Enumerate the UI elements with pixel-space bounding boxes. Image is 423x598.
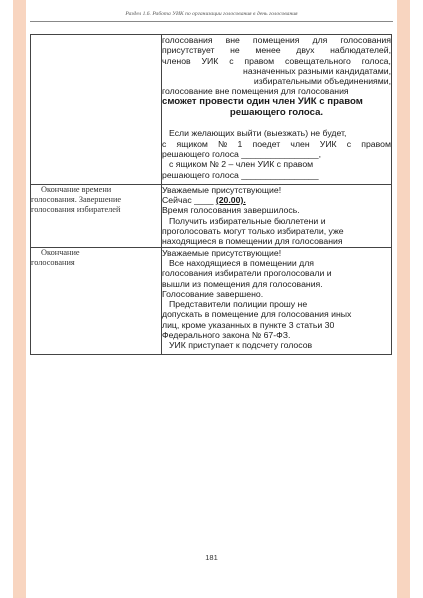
text-line: голосования избиратели проголосовали и bbox=[162, 268, 332, 279]
text-line: решающего голоса ________________, bbox=[162, 148, 322, 159]
text-line: избирательными объединениями, bbox=[253, 76, 391, 87]
left-margin-band bbox=[13, 0, 26, 598]
text-line: Получить избирательные бюллетени и bbox=[169, 215, 326, 226]
row-label-line: голосования bbox=[31, 257, 75, 267]
text-line: голосование вне помещения для голосования bbox=[162, 86, 349, 97]
row-text-cell bbox=[162, 184, 392, 247]
text-line: с ящиком № 2 – член УИК с правом bbox=[169, 159, 314, 170]
table-row bbox=[31, 35, 392, 185]
text-line: Время голосования завершилось. bbox=[162, 205, 300, 216]
text-line: назначенных разными кандидатами, bbox=[243, 65, 391, 76]
row-label-cell bbox=[31, 184, 162, 247]
text-line: лиц, кроме указанных в пункте 3 статьи 30 bbox=[162, 319, 335, 330]
text-line: Если желающих выйти (выезжать) не будет, bbox=[169, 128, 347, 139]
bold-text-line: решающего голоса. bbox=[229, 106, 324, 118]
row-label-line: Окончание bbox=[41, 247, 80, 257]
header-rule bbox=[30, 21, 393, 22]
row-label-line: голосования избирателей bbox=[31, 205, 121, 215]
row-text-cell bbox=[162, 247, 392, 354]
text-line: с ящиком № 1 поедет член УИК с правом bbox=[162, 138, 391, 149]
text-line: Уважаемые присутствующие! bbox=[162, 184, 282, 195]
text-line: членов УИК с правом совещательного голоса, bbox=[162, 55, 391, 66]
text-line: вышли из помещения для голосования. bbox=[162, 278, 323, 289]
bold-text-line: сможет провести один член УИК с правом bbox=[162, 95, 363, 107]
text-line: Уважаемые присутствующие! bbox=[162, 247, 282, 258]
text-line: допускать в помещение для голосования иных bbox=[162, 309, 352, 320]
table-row bbox=[31, 247, 392, 354]
row-label-cell bbox=[31, 247, 162, 354]
row-label-line: голосования. Завершение bbox=[31, 195, 122, 205]
text-line: находящиеся в помещении для голосования bbox=[162, 236, 343, 247]
right-margin-band bbox=[397, 0, 410, 598]
text-line: голосования вне помещения для голосования bbox=[162, 35, 391, 45]
text-line: Голосование завершено. bbox=[162, 288, 264, 299]
text-line: Представители полиции прошу не bbox=[169, 299, 308, 310]
text-line: присутствует не менее двух наблюдателей, bbox=[162, 45, 391, 56]
table-row bbox=[31, 184, 392, 247]
text-line: решающего голоса ________________ bbox=[162, 169, 319, 180]
text-line: Федерального закона № 67-ФЗ. bbox=[162, 330, 291, 341]
row-label-line: Окончание времени bbox=[41, 184, 112, 194]
text-line: проголосовать могут только избиратели, уже bbox=[162, 226, 344, 237]
page-number: 181 bbox=[205, 553, 218, 562]
row-label-cell bbox=[31, 35, 162, 185]
text-line: УИК приступает к подсчету голосов bbox=[169, 340, 313, 351]
row-text-cell bbox=[162, 35, 392, 185]
running-header: Раздел 1.6. Работа УИК по организации голосования в день голосования bbox=[125, 11, 298, 17]
text-line: Все находящиеся в помещении для bbox=[169, 257, 314, 268]
text-line: Сейчас ____ (20.00). bbox=[162, 195, 246, 206]
script-table bbox=[30, 34, 392, 355]
